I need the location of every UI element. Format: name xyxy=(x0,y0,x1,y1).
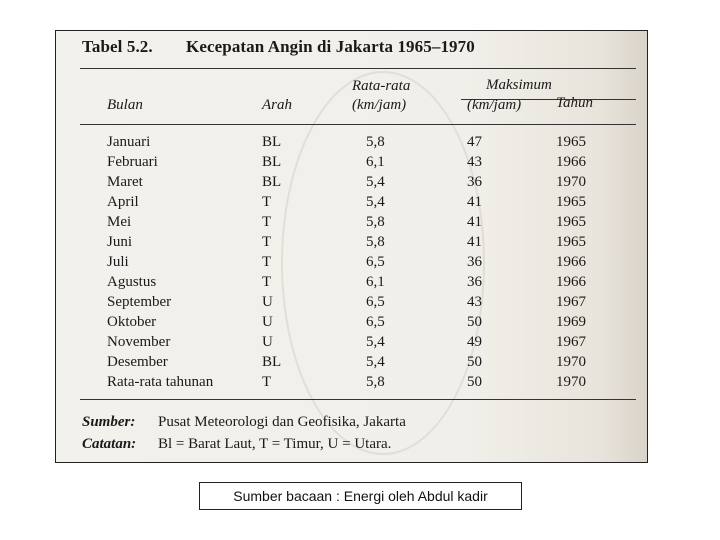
cell-maksimum: 36 xyxy=(467,274,482,290)
top-rule xyxy=(80,68,636,69)
cell-rata-rata: 5,4 xyxy=(366,354,385,370)
cell-rata-rata: 5,4 xyxy=(366,334,385,350)
cell-bulan: Maret xyxy=(107,174,143,190)
source-label: Sumber: xyxy=(82,414,136,430)
cell-maksimum: 49 xyxy=(467,334,482,350)
cell-tahun: 1970 xyxy=(556,174,586,190)
cell-tahun: 1966 xyxy=(556,274,586,290)
cell-tahun: 1965 xyxy=(556,194,586,210)
cell-tahun: 1967 xyxy=(556,334,586,350)
cell-rata-rata: 6,1 xyxy=(366,274,385,290)
table-row xyxy=(56,354,648,374)
cell-rata-rata: 5,8 xyxy=(366,134,385,150)
cell-arah: T xyxy=(262,254,272,270)
table-row xyxy=(56,254,648,274)
cell-arah: BL xyxy=(262,134,282,150)
cell-bulan: Mei xyxy=(107,214,132,230)
cell-tahun: 1966 xyxy=(556,254,586,270)
header-maksimum: Maksimum xyxy=(486,77,552,93)
cell-rata-rata: 5,4 xyxy=(366,194,385,210)
header-tahun: Tahun xyxy=(556,95,593,111)
cell-rata-rata: 5,8 xyxy=(366,214,385,230)
footnote xyxy=(82,436,391,453)
table-title-text: Kecepatan Angin di Jakarta 1965–1970 xyxy=(186,37,475,56)
cell-bulan: Desember xyxy=(107,354,168,370)
table-row xyxy=(56,374,648,394)
cell-arah: U xyxy=(262,294,273,310)
caption-box: Sumber bacaan : Energi oleh Abdul kadir xyxy=(199,482,522,510)
cell-arah: T xyxy=(262,194,272,210)
cell-bulan: Juli xyxy=(107,254,129,270)
cell-tahun: 1969 xyxy=(556,314,586,330)
cell-rata-rata: 6,5 xyxy=(366,314,385,330)
cell-maksimum: 50 xyxy=(467,374,482,390)
cell-bulan: Agustus xyxy=(107,274,157,290)
cell-rata-rata: 5,8 xyxy=(366,234,385,250)
table-row xyxy=(56,314,648,334)
cell-tahun: 1967 xyxy=(556,294,586,310)
cell-arah: U xyxy=(262,334,273,350)
cell-arah: U xyxy=(262,314,273,330)
bottom-rule xyxy=(80,399,636,400)
cell-arah: T xyxy=(262,374,272,390)
cell-maksimum: 47 xyxy=(467,134,482,150)
header-maks-unit: (km/jam) xyxy=(467,97,522,113)
cell-maksimum: 50 xyxy=(467,314,482,330)
header-bulan: Bulan xyxy=(107,97,143,113)
table-row xyxy=(56,194,648,214)
cell-tahun: 1970 xyxy=(556,374,586,390)
cell-rata-rata: 6,5 xyxy=(366,254,385,270)
table-row xyxy=(56,274,648,294)
cell-bulan: Rata-rata tahunan xyxy=(107,374,214,390)
table-number: Tabel 5.2. xyxy=(82,37,153,56)
cell-maksimum: 43 xyxy=(467,154,482,170)
table-row xyxy=(56,214,648,234)
cell-maksimum: 36 xyxy=(467,254,482,270)
header-rule xyxy=(80,124,636,125)
cell-rata-rata: 6,5 xyxy=(366,294,385,310)
cell-rata-rata: 6,1 xyxy=(366,154,385,170)
cell-bulan: September xyxy=(107,294,172,310)
cell-bulan: April xyxy=(107,194,139,210)
header-rata-unit: (km/jam) xyxy=(352,97,407,113)
table-row xyxy=(56,154,648,174)
cell-maksimum: 43 xyxy=(467,294,482,310)
cell-arah: T xyxy=(262,274,272,290)
source-note xyxy=(82,414,406,431)
scanned-table-image xyxy=(55,30,648,463)
table-row xyxy=(56,174,648,194)
table-row xyxy=(56,294,648,314)
footnote-label: Catatan: xyxy=(82,436,137,452)
header-rata-rata: Rata-rata xyxy=(352,78,411,94)
table-title xyxy=(82,37,475,57)
cell-bulan: Februari xyxy=(107,154,158,170)
cell-tahun: 1965 xyxy=(556,214,586,230)
cell-arah: BL xyxy=(262,354,282,370)
cell-bulan: Juni xyxy=(107,234,133,250)
cell-bulan: November xyxy=(107,334,171,350)
cell-bulan: Oktober xyxy=(107,314,157,330)
cell-maksimum: 41 xyxy=(467,214,482,230)
cell-rata-rata: 5,4 xyxy=(366,174,385,190)
cell-arah: T xyxy=(262,214,272,230)
cell-tahun: 1965 xyxy=(556,134,586,150)
cell-tahun: 1970 xyxy=(556,354,586,370)
cell-maksimum: 36 xyxy=(467,174,482,190)
cell-bulan: Januari xyxy=(107,134,151,150)
table-row xyxy=(56,334,648,354)
header-arah: Arah xyxy=(262,97,292,113)
footnote-text: Bl = Barat Laut, T = Timur, U = Utara. xyxy=(158,436,392,452)
table-row xyxy=(56,234,648,254)
cell-rata-rata: 5,8 xyxy=(366,374,385,390)
cell-arah: BL xyxy=(262,174,282,190)
cell-tahun: 1966 xyxy=(556,154,586,170)
source-text: Pusat Meteorologi dan Geofisika, Jakarta xyxy=(158,414,406,430)
cell-arah: T xyxy=(262,234,272,250)
cell-tahun: 1965 xyxy=(556,234,586,250)
cell-maksimum: 50 xyxy=(467,354,482,370)
cell-arah: BL xyxy=(262,154,282,170)
table-row xyxy=(56,134,648,154)
cell-maksimum: 41 xyxy=(467,234,482,250)
cell-maksimum: 41 xyxy=(467,194,482,210)
